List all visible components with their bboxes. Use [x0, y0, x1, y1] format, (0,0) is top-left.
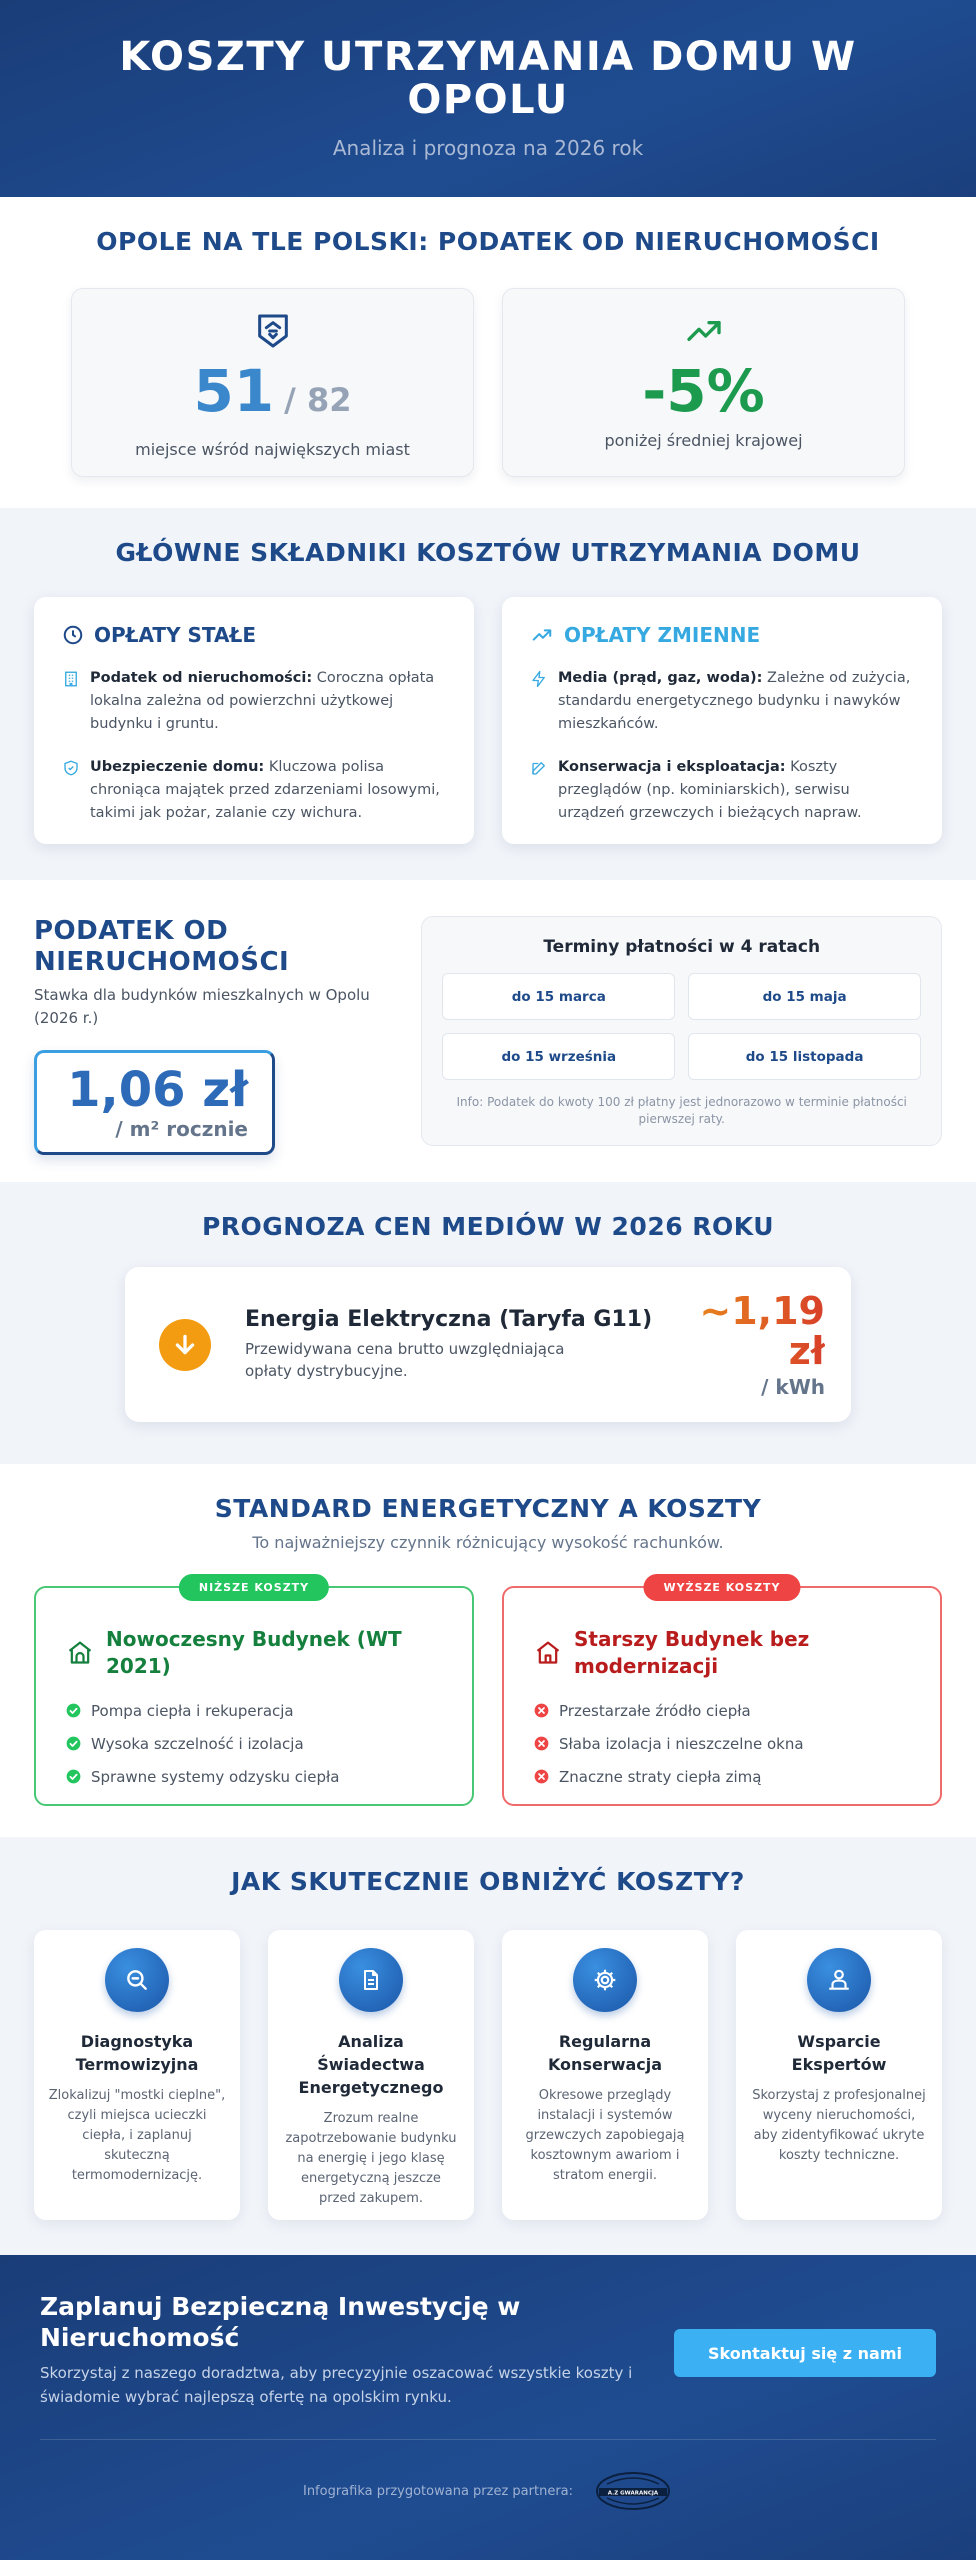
x-circle-icon — [534, 1736, 549, 1751]
standard-subtitle: To najważniejszy czynnik różnicujący wysokość rachunków. — [252, 1533, 724, 1552]
status-badge: WYŻSZE KOSZTY — [643, 1574, 800, 1601]
tip-title: Analiza Świadectwa Energetycznego — [298, 2032, 444, 2097]
check-circle-icon — [66, 1769, 81, 1784]
eco-house-icon — [66, 1638, 94, 1666]
tax-section — [0, 880, 976, 1182]
tip-text: Okresowe przeglądy instalacji i systemów grzewczych zapobiegają kosztownym awariom i stratom energii. — [525, 2088, 685, 2183]
tip-title: Diagnostyka Termowizyjna — [75, 2032, 199, 2074]
item-text: Coroczna opłata lokalna zależna od powierzchni użytkowej budynku i gruntu. — [90, 670, 435, 732]
standard-section — [0, 1464, 976, 1837]
divider — [40, 2439, 936, 2440]
tip-card — [736, 1930, 942, 2220]
expert-icon — [807, 1948, 871, 2012]
energy-description: Przewidywana cena brutto uwzględniająca opłaty dystrybucyjne. — [245, 1340, 565, 1380]
ranking-title: OPOLE NA TLE POLSKI: PODATEK OD NIERUCHOMOŚCI — [96, 227, 880, 256]
old-building-card — [502, 1581, 942, 1806]
tip-card — [268, 1930, 474, 2220]
components-section — [0, 508, 976, 880]
check-circle-icon — [66, 1736, 81, 1751]
variable-costs-heading: OPŁATY ZMIENNE — [564, 623, 761, 647]
list-item — [66, 1727, 442, 1760]
rank-total: / 82 — [284, 381, 352, 419]
energy-unit: / kWh — [761, 1374, 825, 1399]
item-text: Słaba izolacja i nieszczelne okna — [559, 1734, 804, 1753]
tips-section — [0, 1837, 976, 2255]
diff-card — [502, 288, 905, 477]
trend-up-icon — [530, 624, 554, 646]
building-icon — [62, 670, 80, 688]
x-circle-icon — [534, 1703, 549, 1718]
rank-label: miejsce wśród największych miast — [135, 440, 410, 459]
trend-up-icon — [682, 311, 726, 351]
check-circle-icon — [66, 1703, 81, 1718]
item-text: Znaczne straty ciepła zimą — [559, 1767, 762, 1786]
energy-card — [125, 1267, 851, 1422]
payment-date: do 15 maja — [688, 973, 921, 1020]
standard-title: STANDARD ENERGETYCZNY A KOSZTY — [214, 1494, 762, 1523]
modern-building-card — [34, 1581, 474, 1806]
page-title: KOSZTY UTRZYMANIA DOMU W OPOLU — [119, 34, 857, 123]
item-text: Pompa ciepła i rekuperacja — [91, 1701, 294, 1720]
tip-text: Zrozum realne zapotrzebowanie budynku na energię i jego klasę energetyczną jeszcze przed zakupem. — [285, 2111, 457, 2206]
fixed-costs-heading: OPŁATY STAŁE — [94, 623, 256, 647]
diff-label: poniżej średniej krajowej — [604, 431, 803, 450]
tax-rate-box — [34, 1050, 275, 1155]
list-item — [66, 1760, 442, 1793]
tax-rate: 1,06 zł — [67, 1062, 248, 1118]
ranking-section — [0, 197, 976, 508]
gear-icon — [573, 1948, 637, 2012]
list-item — [534, 1727, 910, 1760]
footer-text: Skorzystaj z naszego doradztwa, aby precyzyjnie oszacować wszystkie koszty i świadomie wybrać najlepszą ofertę na opolskim rynku. — [40, 2364, 633, 2406]
fixed-costs-card — [34, 597, 474, 844]
shield-house-icon — [253, 311, 293, 351]
item-text: Sprawne systemy odzysku ciepła — [91, 1767, 340, 1786]
item-text: Zależne od zużycia, standardu energetycznego budynku i nawyków mieszkańców. — [558, 670, 911, 732]
variable-costs-card — [502, 597, 942, 844]
arrow-down-icon — [159, 1319, 211, 1371]
house-icon — [534, 1638, 562, 1666]
rank-value: 51 — [193, 357, 275, 425]
components-title: GŁÓWNE SKŁADNIKI KOSZTÓW UTRZYMANIA DOMU — [115, 538, 861, 567]
item-title: Konserwacja i eksploatacja: — [558, 759, 786, 775]
energy-name: Energia Elektryczna (Taryfa G11) — [245, 1307, 653, 1332]
payment-info: Info: Podatek do kwoty 100 zł płatny jest jednorazowo w terminie płatności pierwszej raty. — [456, 1095, 907, 1126]
item-text: Kluczowa polisa chroniąca majątek przed zdarzeniami losowymi, takimi jak pożar, zalanie czy wichura. — [90, 759, 440, 821]
payment-date: do 15 września — [442, 1033, 675, 1080]
list-item — [530, 667, 914, 736]
list-item — [534, 1694, 910, 1727]
item-text: Przestarzałe źródło ciepła — [559, 1701, 751, 1720]
logo-text: A.Z GWARANCJA — [607, 2490, 659, 2497]
tip-card — [34, 1930, 240, 2220]
list-item — [62, 667, 446, 736]
tip-title: Regularna Konserwacja — [547, 2032, 663, 2074]
list-item — [62, 756, 446, 825]
rank-card — [71, 288, 474, 477]
item-text: Wysoka szczelność i izolacja — [91, 1734, 304, 1753]
item-title: Ubezpieczenie domu: — [90, 759, 265, 775]
x-circle-icon — [534, 1769, 549, 1784]
diff-value: -5% — [642, 357, 765, 425]
edit-icon — [530, 759, 548, 777]
item-title: Podatek od nieruchomości: — [90, 670, 313, 686]
shield-check-icon — [62, 759, 80, 777]
tip-text: Zlokalizuj "mostki cieplne", czyli miejsca ucieczki ciepła, i zaplanuj skuteczną termomodernizację. — [48, 2088, 226, 2183]
tip-text: Skorzystaj z profesjonalnej wyceny nieruchomości, aby zidentyfikować ukryte koszty techniczne. — [752, 2088, 926, 2163]
item-text: Koszty przeglądów (np. kominiarskich), serwisu urządzeń grzewczych i bieżących napraw. — [558, 759, 862, 821]
list-item — [66, 1694, 442, 1727]
clock-icon — [62, 624, 84, 646]
hero-header — [0, 0, 976, 197]
tax-description: Stawka dla budynków mieszkalnych w Opolu (2026 r.) — [34, 986, 370, 1027]
item-title: Media (prąd, gaz, woda): — [558, 670, 763, 686]
contact-button[interactable]: Skontaktuj się z nami — [674, 2329, 936, 2377]
tips-title: JAK SKUTECZNIE OBNIŻYĆ KOSZTY? — [231, 1867, 745, 1896]
forecast-title: PROGNOZA CEN MEDIÓW W 2026 ROKU — [201, 1212, 775, 1241]
tax-title: PODATEK OD NIERUCHOMOŚCI — [34, 916, 290, 977]
modern-building-title: Nowoczesny Budynek (WT 2021) — [106, 1627, 402, 1678]
payment-date: do 15 marca — [442, 973, 675, 1020]
footer — [0, 2255, 976, 2560]
old-building-title: Starszy Budynek bez modernizacji — [574, 1627, 810, 1678]
forecast-section — [0, 1182, 976, 1464]
partner-logo[interactable] — [593, 2470, 673, 2512]
list-item — [530, 756, 914, 825]
payment-schedule-title: Terminy płatności w 4 ratach — [543, 937, 821, 957]
search-icon — [105, 1948, 169, 2012]
list-item — [534, 1760, 910, 1793]
partner-label: Infografika przygotowana przez partnera: — [302, 2483, 574, 2499]
payment-schedule — [421, 916, 942, 1146]
page-subtitle: Analiza i prognoza na 2026 rok — [332, 136, 644, 160]
lightning-icon — [530, 670, 548, 688]
footer-title: Zaplanuj Bezpieczną Inwestycję w Nieruchomość — [40, 2292, 521, 2352]
document-icon — [339, 1948, 403, 2012]
tip-title: Wsparcie Ekspertów — [791, 2032, 887, 2074]
status-badge: NIŻSZE KOSZTY — [179, 1574, 329, 1601]
payment-date: do 15 listopada — [688, 1033, 921, 1080]
tip-card — [502, 1930, 708, 2220]
tax-rate-unit: / m² rocznie — [115, 1117, 248, 1141]
energy-price: ~1,19 zł — [685, 1291, 825, 1371]
